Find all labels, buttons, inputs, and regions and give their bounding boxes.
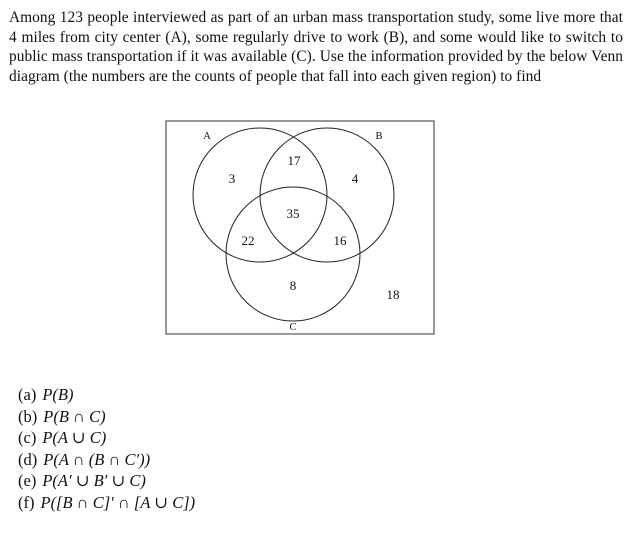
question-item (18, 406, 195, 428)
region-a-and-b-only: 17 (287, 153, 301, 168)
set-label-b: B (375, 131, 383, 142)
problem-statement: Among 123 people interviewed as part of an urban mass transportation study, some live more that 4 miles from city center (A), some regularly drive to work (B), and some would like to switch to public mass transportation if it was available (C). Use the information provided by the below Venn diagram (the numbers are the counts of people that fall into each given region) to find (9, 9, 623, 85)
question-expression: P(A′ ∪ B′ ∪ C) (42, 471, 146, 491)
question-item (18, 384, 195, 406)
question-item (18, 427, 195, 449)
question-expression: P(A ∩ (B ∩ C′)) (43, 449, 151, 469)
question-label: (b) (18, 406, 38, 426)
region-a-and-c-only: 22 (241, 233, 255, 248)
question-item (18, 492, 195, 514)
question-expression: P(B) (42, 385, 74, 404)
question-label: (f) (18, 492, 35, 512)
question-expression: P(A ∪ C) (42, 428, 107, 448)
question-item (18, 449, 195, 471)
question-label: (e) (18, 471, 37, 491)
region-a-only: 3 (228, 171, 236, 186)
question-expression: P([B ∩ C]′ ∩ [A ∪ C]) (40, 492, 196, 512)
region-outside: 18 (386, 287, 400, 302)
set-label-a: A (203, 131, 211, 142)
set-label-c: C (289, 322, 297, 333)
question-label: (d) (18, 449, 38, 469)
question-expression: P(B ∩ C) (43, 406, 106, 426)
question-list (18, 384, 195, 514)
question-item (18, 470, 195, 492)
region-a-b-c: 35 (286, 206, 300, 221)
region-b-only: 4 (351, 171, 359, 186)
question-label: (a) (18, 385, 37, 404)
question-label: (c) (18, 428, 37, 448)
region-b-and-c-only: 16 (333, 233, 347, 248)
region-c-only: 8 (289, 278, 297, 293)
